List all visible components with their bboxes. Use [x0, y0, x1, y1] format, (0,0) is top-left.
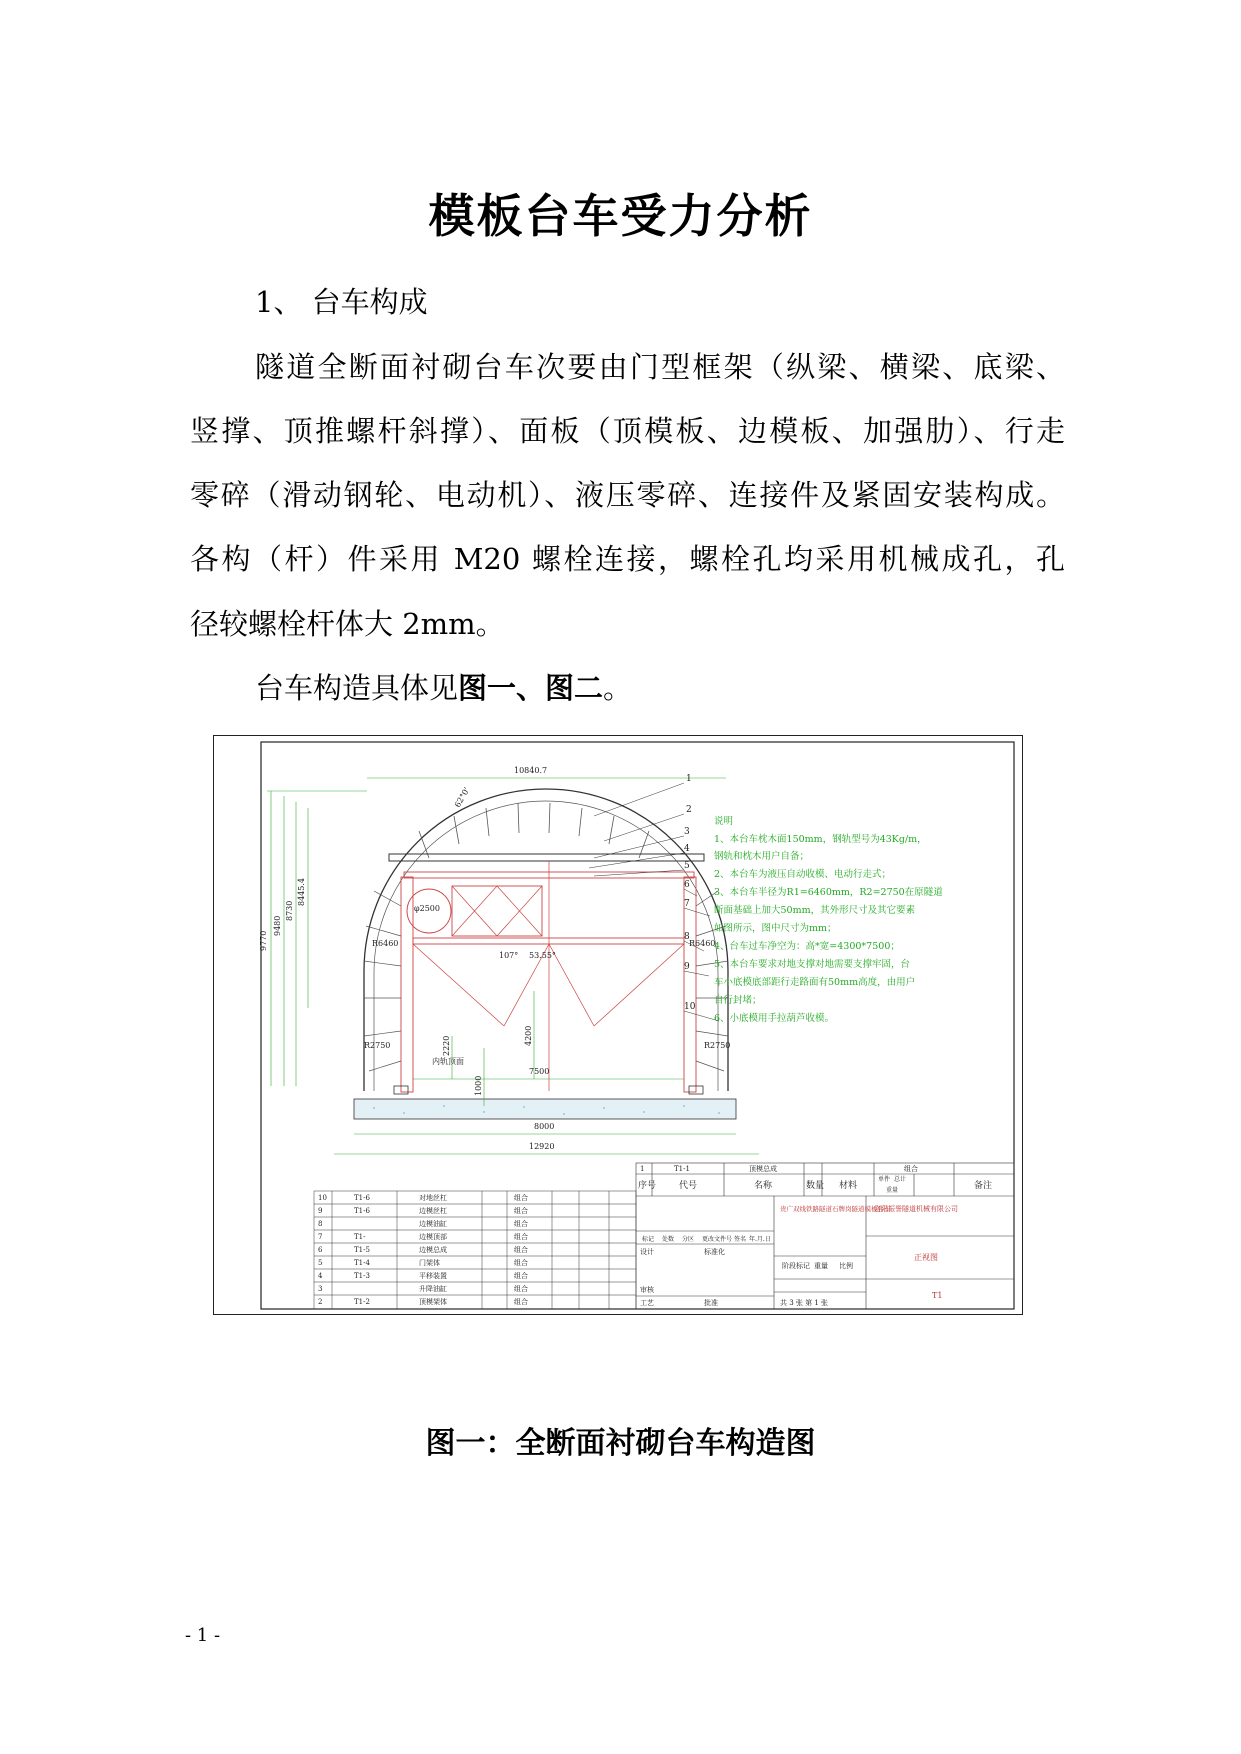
tb-weight: 重量 — [814, 1262, 828, 1270]
bom-cell: 组合 — [514, 1233, 528, 1241]
bom-cell: T1-6 — [354, 1194, 370, 1202]
bom-cell: 对地丝杠 — [419, 1194, 447, 1202]
tb-header-name: 名称 — [754, 1181, 773, 1191]
travel-wheels — [394, 1086, 703, 1094]
dim-v-1000: 1000 — [474, 1075, 483, 1096]
tb-count: 处数 — [662, 1236, 675, 1243]
callout-9: 9 — [684, 962, 690, 972]
paragraph-line-3: 零碎（滑动钢轮、电动机）、液压零碎、连接件及紧固安装构成。 — [190, 478, 1065, 512]
bom-cell: 边模顶部 — [419, 1233, 447, 1241]
right-column — [684, 877, 696, 1092]
bom-cell: 组合 — [514, 1220, 528, 1228]
figure-reference — [255, 668, 632, 708]
dim-h2: 9480 — [273, 915, 282, 936]
bom-cell: 4 — [318, 1272, 323, 1280]
dim-top-angle: 62°0' — [452, 785, 472, 809]
tb-company: 洛阳振誉隧道机械有限公司 — [874, 1205, 958, 1213]
mid-beam — [413, 938, 684, 944]
tb-change-no: 更改文件号 — [702, 1236, 733, 1243]
dim-h4: 8445.4 — [297, 878, 306, 906]
tb-scale: 比例 — [839, 1262, 853, 1270]
dim-radius-low-right: R2750 — [704, 1041, 731, 1050]
bom-cell: 组合 — [514, 1298, 528, 1306]
note-line-3: 2、本台车为液压自动收模、电动行走式； — [714, 869, 892, 880]
note-line-6: 如图所示，图中尺寸为mm； — [714, 923, 837, 934]
note-line-7: 4、台车过车净空为：高*宽=4300*7500； — [714, 941, 900, 952]
bom-cell: 组合 — [514, 1272, 528, 1280]
tb-header-weight: 重量 — [886, 1187, 899, 1194]
truss-box-left — [452, 886, 542, 936]
note-line-5: 断面基础上加大50mm，其外形尺寸及其它要素 — [714, 905, 916, 916]
dim-angle-2: 53.55° — [529, 951, 556, 960]
callout-6: 6 — [684, 880, 690, 890]
paragraph-line-2: 竖撑、顶推螺杆斜撑）、面板（顶模板、边模板、加强肋）、行走 — [190, 414, 1065, 448]
bom-cell: T1-3 — [354, 1272, 370, 1280]
tb-header-seq: 序号 — [638, 1181, 657, 1191]
dim-h3: 8730 — [285, 900, 294, 921]
design-notes — [714, 815, 943, 1024]
tb-role-design: 设计 — [640, 1248, 654, 1256]
callout-3: 3 — [684, 827, 690, 837]
tb-header-total: 总计 — [894, 1176, 907, 1183]
bom-cell: 2 — [318, 1298, 323, 1306]
bom-cell: 门架体 — [419, 1259, 440, 1267]
bom-cell: 顶模架体 — [419, 1298, 447, 1306]
bom-cell: 5 — [318, 1259, 323, 1267]
tb-top-code: T1-1 — [674, 1165, 690, 1173]
callout-2: 2 — [686, 805, 692, 815]
bom-cell: T1-6 — [354, 1207, 370, 1215]
note-line-11: 6、小底模用手拉葫芦收模。 — [714, 1013, 835, 1024]
callout-10: 10 — [684, 1002, 696, 1012]
bom-cell: T1- — [354, 1233, 366, 1241]
note-line-10: 自行封堵； — [714, 995, 762, 1006]
bom-cell: T1-2 — [354, 1298, 370, 1306]
callout-leaders — [589, 783, 719, 1021]
dim-radius-low-left: R2750 — [364, 1041, 391, 1050]
dim-v-2220: 2220 — [442, 1035, 451, 1056]
tb-date: 年.月.日 — [749, 1236, 771, 1243]
bom-cell: 8 — [318, 1220, 323, 1228]
tunnel-inner-profile — [374, 801, 718, 1091]
note-line-4: 3、本台车半径为R1=6460mm，R2=2750在原隧道 — [714, 887, 943, 898]
tb-project: 贵广双线铁路隧道石牌岗隧道模板台车 — [780, 1205, 891, 1213]
tb-role-review: 审核 — [640, 1286, 654, 1294]
tb-zone: 分区 — [682, 1236, 695, 1243]
dim-radius-left: R6460 — [372, 939, 399, 948]
document-title: 模板台车受力分析 — [428, 189, 813, 243]
tb-mark: 标记 — [642, 1236, 655, 1243]
construction-drawing — [213, 735, 1023, 1315]
bom-cell: 边模丝杠 — [419, 1207, 447, 1215]
paragraph-line-4: 各构（杆）件采用 M20 螺栓连接，螺栓孔均采用机械成孔，孔 — [190, 542, 1065, 576]
page-number: - 1 - — [185, 1625, 221, 1646]
bom-cell: 边模油缸 — [419, 1220, 447, 1228]
tb-role-standard: 标准化 — [704, 1248, 725, 1256]
bom-cell: 组合 — [514, 1246, 528, 1254]
tb-top-seq: 1 — [640, 1165, 645, 1173]
figure-caption: 图一：全断面衬砌台车构造图 — [425, 1426, 816, 1461]
callout-5: 5 — [684, 861, 690, 871]
bom-cell: 组合 — [514, 1207, 528, 1215]
tb-role-process: 工艺 — [640, 1299, 654, 1307]
dim-circle: φ2500 — [414, 904, 440, 913]
bom-cell: 7 — [318, 1233, 323, 1241]
dim-top-width: 10840.7 — [514, 766, 548, 775]
crown-ribs — [419, 803, 649, 858]
bom-cell: T1-4 — [354, 1259, 370, 1267]
dim-inner-7500: 7500 — [529, 1067, 550, 1076]
bom-cell: 3 — [318, 1285, 323, 1293]
side-screw-supports — [364, 891, 731, 1071]
dim-radius-right: R6460 — [689, 939, 716, 948]
tb-stage: 阶段标记 — [782, 1262, 810, 1270]
bom-cell: 6 — [318, 1246, 323, 1254]
ground-slab — [354, 1099, 736, 1119]
note-line-1: 1、本台车枕木面150mm，钢轨型号为43Kg/m， — [714, 834, 927, 845]
drawing-svg — [214, 736, 1022, 1314]
dim-base-8000: 8000 — [534, 1122, 555, 1131]
figure-reference-prefix: 台车构造具体见 — [255, 671, 459, 705]
tb-role-approve: 批准 — [704, 1299, 718, 1307]
section-heading: 1、 台车构成 — [255, 285, 428, 319]
callout-1: 1 — [686, 774, 692, 784]
bom-cell: 9 — [318, 1207, 323, 1215]
tunnel-outer-profile — [364, 789, 731, 1091]
dim-h1: 9770 — [259, 930, 268, 951]
tb-top-material: 组合 — [904, 1165, 918, 1173]
note-line-9: 车小底模底部距行走路面有50mm高度，由用户 — [714, 977, 916, 988]
rail-top-label: 内轨顶面 — [432, 1057, 464, 1066]
dim-angle-1: 107° — [499, 951, 519, 960]
paragraph-line-1: 隧道全断面衬砌台车次要由门型框架（纵梁、横梁、底梁、 — [255, 350, 1065, 384]
bom-cell: 组合 — [514, 1259, 528, 1267]
note-line-8: 5、本台车要求对地支撑对地需要支撑牢固，台 — [714, 959, 911, 970]
bom-cell: 平移装置 — [419, 1272, 447, 1280]
tb-sheets: 共 3 张 第 1 张 — [780, 1299, 829, 1307]
tb-sign: 签名 — [734, 1236, 747, 1243]
bom-cell: 组合 — [514, 1194, 528, 1202]
callout-8: 8 — [684, 932, 690, 942]
bom-cell: 升降油缸 — [419, 1285, 447, 1293]
note-line-2: 钢轨和枕木用户自备； — [714, 851, 810, 862]
tb-header-qty: 数量 — [806, 1181, 825, 1191]
callout-4: 4 — [684, 844, 690, 854]
bom-cell: 边模总成 — [419, 1246, 447, 1254]
tb-view: 正视图 — [914, 1253, 938, 1262]
callout-7: 7 — [684, 899, 690, 909]
figure-reference-suffix: 。 — [603, 671, 633, 705]
callout-numbers — [684, 774, 696, 1012]
tb-header-unit: 单件 — [878, 1176, 891, 1183]
bom-table-text — [318, 1193, 528, 1306]
dim-base-12920: 12920 — [529, 1142, 555, 1151]
tb-top-name: 顶模总成 — [749, 1165, 777, 1173]
tb-header-remark: 备注 — [974, 1181, 993, 1191]
title-block-text — [638, 1164, 992, 1307]
tb-header-material: 材料 — [839, 1181, 858, 1191]
figure-reference-link: 图一、图二 — [458, 671, 604, 705]
paragraph-line-5: 径较螺栓杆体大 2mm。 — [190, 607, 505, 641]
bom-cell: 组合 — [514, 1285, 528, 1293]
dimension-texts — [259, 766, 730, 1151]
note-title: 说明 — [714, 816, 734, 827]
tb-header-code: 代号 — [679, 1181, 698, 1191]
bom-cell: T1-5 — [354, 1246, 370, 1254]
tb-drawing-no: T1 — [932, 1291, 943, 1300]
bom-cell: 10 — [318, 1194, 327, 1202]
dim-v-4200: 4200 — [524, 1025, 533, 1046]
